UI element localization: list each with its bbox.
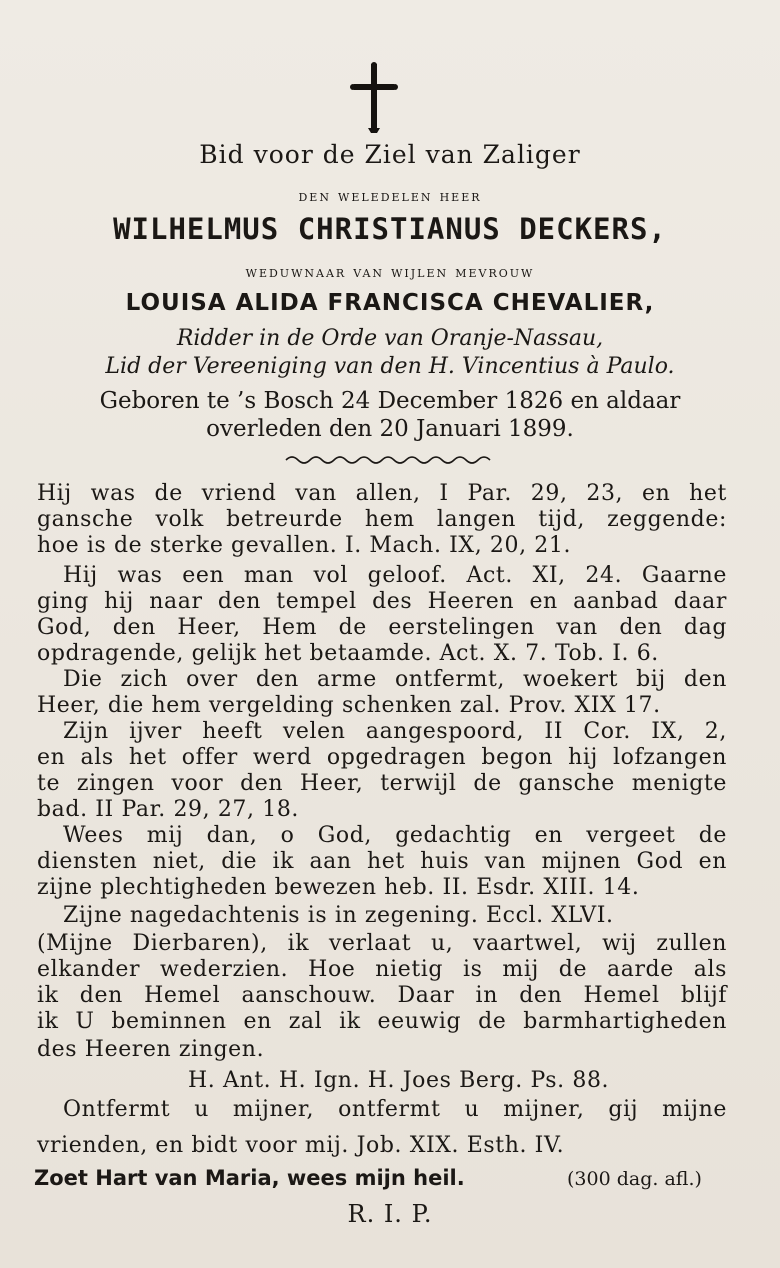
text-line: des Heeren zingen. xyxy=(37,1037,265,1062)
widower-line: weduwnaar van wijlen mevrouw xyxy=(245,262,535,281)
text-line: diensten niet, die ik aan het huis van mijnen God en xyxy=(37,849,727,874)
text-line: en als het offer werd opgedragen begon hij lofzangen xyxy=(37,745,727,770)
deceased-name: WILHELMUS CHRISTIANUS DECKERS, xyxy=(113,212,667,246)
text-line: H. Ant. H. Ign. H. Joes Berg. Ps. 88. xyxy=(188,1068,610,1093)
text-line: Heer, die hem vergelding schenken zal. Prov. XIX 17. xyxy=(37,693,661,718)
text-line: Wees mij dan, o God, gedachtig en vergeet de xyxy=(63,823,727,848)
order-title: Ridder in de Orde van Oranje-Nassau, xyxy=(176,326,604,351)
rip-text: R. I. P. xyxy=(347,1200,433,1228)
text-line: zijne plechtigheden bewezen heb. II. Esdr. XIII. 14. xyxy=(37,875,640,900)
birth-line: Geboren te ’s Bosch 24 December 1826 en aldaar xyxy=(99,388,681,414)
text-line: ik U beminnen en zal ik eeuwig de barmhartigheden xyxy=(37,1009,727,1034)
text-line: Ontfermt u mijner, ontfermt u mijner, gij mijne xyxy=(63,1097,727,1122)
wife-name: LOUISA ALIDA FRANCISCA CHEVALIER, xyxy=(125,290,655,316)
ornamental-divider xyxy=(284,452,496,472)
title-honorific: den weledelen heer xyxy=(298,186,482,205)
text-line: Zijn ijver heeft velen aangespoord, II Cor. IX, 2, xyxy=(63,719,727,744)
society-membership: Lid der Vereeniging van den H. Vincentius à Paulo. xyxy=(105,354,675,379)
text-line: ging hij naar den tempel des Heeren en aanbad daar xyxy=(37,589,727,614)
invocation: Zoet Hart van Maria, wees mijn heil. xyxy=(34,1166,465,1190)
text-line: opdragende, gelijk het betaamde. Act. X. 7. Tob. I. 6. xyxy=(37,641,659,666)
text-line: Hij was een man vol geloof. Act. XI, 24. Gaarne xyxy=(63,563,727,588)
text-line: elkander wederzien. Hoe nietig is mij de aarde als xyxy=(37,957,727,982)
text-line: Zijne nagedachtenis is in zegening. Eccl. XLVI. xyxy=(63,903,614,928)
text-line: vrienden, en bidt voor mij. Job. XIX. Esth. IV. xyxy=(37,1133,565,1158)
text-line: (Mijne Dierbaren), ik verlaat u, vaartwel, wij zullen xyxy=(37,931,727,956)
text-line: hoe is de sterke gevallen. I. Mach. IX, 20, 21. xyxy=(37,533,572,558)
text-line: ik den Hemel aanschouw. Daar in den Hemel blijf xyxy=(37,983,727,1008)
text-line: bad. II Par. 29, 27, 18. xyxy=(37,797,300,822)
text-line: gansche volk betreurde hem langen tijd, zeggende: xyxy=(37,507,727,532)
death-line: overleden den 20 Januari 1899. xyxy=(206,416,574,442)
text-line: te zingen voor den Heer, terwijl de gansche menigte xyxy=(37,771,727,796)
text-line: Die zich over den arme ontfermt, woekert bij den xyxy=(63,667,727,692)
prayer-heading: Bid voor de Ziel van Zaliger xyxy=(199,140,581,169)
text-line: Hij was de vriend van allen, I Par. 29, 23, en het xyxy=(37,481,727,506)
text-line: God, den Heer, Hem de eerstelingen van den dag xyxy=(37,615,727,640)
indulgence-note: (300 dag. afl.) xyxy=(567,1168,702,1190)
